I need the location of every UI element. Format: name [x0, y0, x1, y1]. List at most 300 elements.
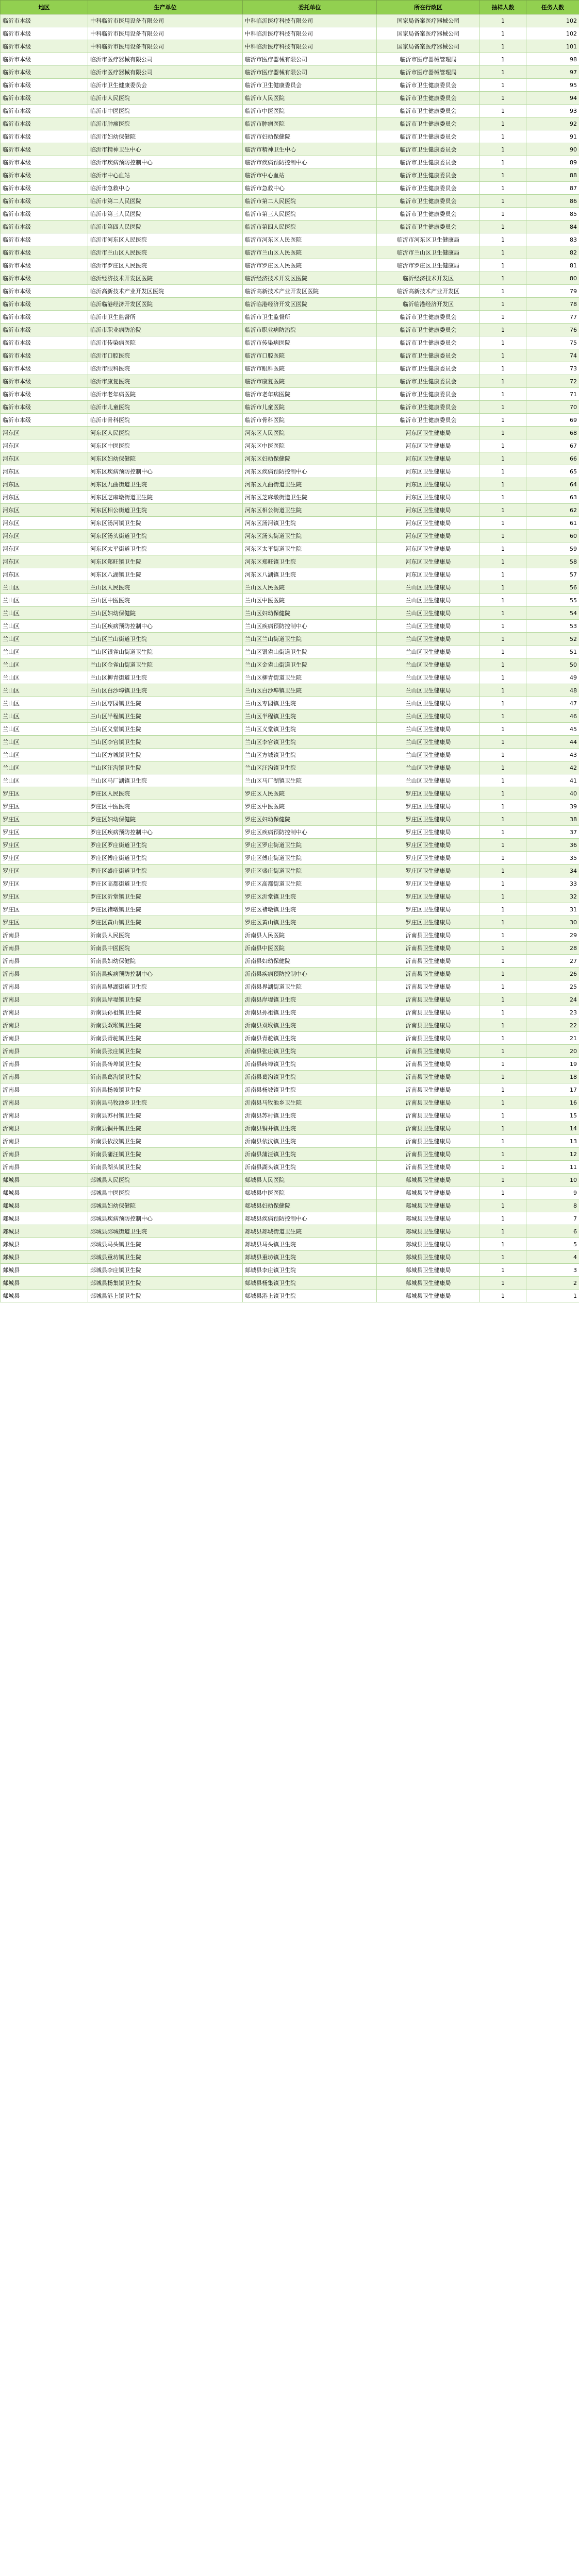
table-row — [1, 221, 579, 233]
cell-client: 兰山区汪沟镇卫生院 — [243, 761, 377, 774]
cell-sample-count: 1 — [480, 761, 526, 774]
cell-district: 兰山区卫生健康局 — [377, 697, 480, 710]
cell-producer: 罗庄区沂堂镇卫生院 — [88, 890, 243, 903]
table-row — [1, 375, 579, 388]
cell-task-count: 30 — [526, 916, 579, 929]
cell-producer: 河东区疾病预防控制中心 — [88, 465, 243, 478]
cell-client: 临沂市眼科医院 — [243, 362, 377, 375]
cell-district: 河东区卫生健康局 — [377, 427, 480, 439]
table-row — [1, 980, 579, 993]
cell-sample-count: 1 — [480, 749, 526, 761]
cell-sample-count: 1 — [480, 543, 526, 555]
table-row — [1, 439, 579, 452]
cell-producer: 河东区汤河镇卫生院 — [88, 517, 243, 530]
cell-client: 河东区疾病预防控制中心 — [243, 465, 377, 478]
cell-client: 罗庄区人民医院 — [243, 787, 377, 800]
cell-sample-count: 1 — [480, 1161, 526, 1174]
cell-sample-count: 1 — [480, 336, 526, 349]
cell-client: 临沂市卫生健康委员会 — [243, 79, 377, 92]
cell-sample-count: 1 — [480, 53, 526, 66]
cell-producer: 沂南县张庄镇卫生院 — [88, 1045, 243, 1058]
cell-task-count: 13 — [526, 1135, 579, 1148]
cell-client: 临沂市肿瘤医院 — [243, 117, 377, 130]
cell-task-count: 39 — [526, 800, 579, 813]
cell-task-count: 50 — [526, 658, 579, 671]
cell-district: 临沂市医疗器械管理局 — [377, 66, 480, 79]
cell-district: 临沂市卫生健康委员会 — [377, 208, 480, 221]
cell-client: 罗庄区黄山镇卫生院 — [243, 916, 377, 929]
table-row — [1, 646, 579, 658]
cell-producer: 临沂市精神卫生中心 — [88, 143, 243, 156]
cell-sample-count: 1 — [480, 800, 526, 813]
cell-task-count: 66 — [526, 452, 579, 465]
cell-producer: 兰山区银雀山街道卫生院 — [88, 646, 243, 658]
cell-region: 沂南县 — [1, 1032, 88, 1045]
table-row — [1, 336, 579, 349]
cell-region: 沂南县 — [1, 980, 88, 993]
cell-client: 临沂市中心血站 — [243, 169, 377, 182]
cell-sample-count: 1 — [480, 465, 526, 478]
cell-region: 临沂市本级 — [1, 117, 88, 130]
cell-region: 临沂市本级 — [1, 169, 88, 182]
cell-client: 罗庄区盛庄街道卫生院 — [243, 865, 377, 877]
cell-sample-count: 1 — [480, 530, 526, 543]
cell-client: 罗庄区傅庄街道卫生院 — [243, 852, 377, 865]
cell-district: 河东区卫生健康局 — [377, 568, 480, 581]
cell-district: 临沂市卫生健康委员会 — [377, 336, 480, 349]
cell-task-count: 98 — [526, 53, 579, 66]
cell-region: 沂南县 — [1, 955, 88, 968]
cell-district: 临沂临港经济开发区 — [377, 298, 480, 311]
cell-producer: 临沂临港经济开发区医院 — [88, 298, 243, 311]
cell-district: 兰山区卫生健康局 — [377, 646, 480, 658]
cell-task-count: 15 — [526, 1109, 579, 1122]
cell-client: 中科临沂医疗科技有限公司 — [243, 14, 377, 27]
cell-sample-count: 1 — [480, 182, 526, 195]
cell-client: 临沂市河东区人民医院 — [243, 233, 377, 246]
table-row — [1, 543, 579, 555]
cell-district: 河东区卫生健康局 — [377, 465, 480, 478]
cell-sample-count: 1 — [480, 787, 526, 800]
cell-region: 临沂市本级 — [1, 221, 88, 233]
cell-region: 罗庄区 — [1, 787, 88, 800]
cell-sample-count: 1 — [480, 40, 526, 53]
cell-region: 临沂市本级 — [1, 311, 88, 324]
cell-task-count: 79 — [526, 285, 579, 298]
cell-region: 罗庄区 — [1, 813, 88, 826]
cell-task-count: 78 — [526, 298, 579, 311]
cell-region: 河东区 — [1, 465, 88, 478]
cell-producer: 沂南县杨坡镇卫生院 — [88, 1083, 243, 1096]
cell-region: 兰山区 — [1, 620, 88, 633]
cell-district: 临沂市卫生健康委员会 — [377, 401, 480, 414]
cell-district: 临沂市罗庄区卫生健康局 — [377, 259, 480, 272]
cell-task-count: 94 — [526, 92, 579, 105]
cell-sample-count: 1 — [480, 311, 526, 324]
cell-sample-count: 1 — [480, 581, 526, 594]
cell-sample-count: 1 — [480, 233, 526, 246]
cell-region: 沂南县 — [1, 1045, 88, 1058]
table-row — [1, 92, 579, 105]
cell-task-count: 23 — [526, 1006, 579, 1019]
cell-sample-count: 1 — [480, 478, 526, 491]
cell-district: 临沂市卫生健康委员会 — [377, 79, 480, 92]
cell-task-count: 49 — [526, 671, 579, 684]
cell-district: 郯城县卫生健康局 — [377, 1264, 480, 1277]
cell-producer: 罗庄区高都街道卫生院 — [88, 877, 243, 890]
cell-client: 沂南县蒲汪镇卫生院 — [243, 1148, 377, 1161]
table-row — [1, 117, 579, 130]
cell-district: 临沂市卫生健康委员会 — [377, 414, 480, 427]
cell-district: 兰山区卫生健康局 — [377, 774, 480, 787]
table-row — [1, 903, 579, 916]
cell-producer: 临沂市第四人民医院 — [88, 221, 243, 233]
cell-sample-count: 1 — [480, 1071, 526, 1083]
cell-sample-count: 1 — [480, 1277, 526, 1290]
cell-task-count: 65 — [526, 465, 579, 478]
cell-district: 临沂市卫生健康委员会 — [377, 105, 480, 117]
cell-region: 沂南县 — [1, 1161, 88, 1174]
cell-task-count: 69 — [526, 414, 579, 427]
cell-sample-count: 1 — [480, 92, 526, 105]
cell-district: 罗庄区卫生健康局 — [377, 916, 480, 929]
cell-region: 临沂市本级 — [1, 246, 88, 259]
cell-sample-count: 1 — [480, 1096, 526, 1109]
cell-client: 沂南县疾病预防控制中心 — [243, 968, 377, 980]
table-row — [1, 130, 579, 143]
cell-client: 郯城县李庄镇卫生院 — [243, 1264, 377, 1277]
table-row — [1, 813, 579, 826]
cell-client: 临沂市儿童医院 — [243, 401, 377, 414]
cell-district: 兰山区卫生健康局 — [377, 710, 480, 723]
cell-producer: 郯城县郯城街道卫生院 — [88, 1225, 243, 1238]
cell-region: 沂南县 — [1, 1058, 88, 1071]
cell-task-count: 14 — [526, 1122, 579, 1135]
cell-producer: 临沂市肿瘤医院 — [88, 117, 243, 130]
cell-task-count: 53 — [526, 620, 579, 633]
table-row — [1, 1148, 579, 1161]
cell-sample-count: 1 — [480, 1109, 526, 1122]
cell-district: 沂南县卫生健康局 — [377, 942, 480, 955]
cell-producer: 沂南县蒲汪镇卫生院 — [88, 1148, 243, 1161]
cell-task-count: 58 — [526, 555, 579, 568]
cell-sample-count: 1 — [480, 1225, 526, 1238]
cell-client: 兰山区方城镇卫生院 — [243, 749, 377, 761]
cell-task-count: 17 — [526, 1083, 579, 1096]
cell-sample-count: 1 — [480, 452, 526, 465]
cell-producer: 郯城县马头镇卫生院 — [88, 1238, 243, 1251]
table-row — [1, 1083, 579, 1096]
cell-region: 沂南县 — [1, 993, 88, 1006]
cell-sample-count: 1 — [480, 929, 526, 942]
cell-producer: 中科临沂市医用设备有限公司 — [88, 14, 243, 27]
table-header — [1, 1, 579, 14]
cell-region: 河东区 — [1, 568, 88, 581]
cell-region: 兰山区 — [1, 658, 88, 671]
cell-client: 沂南县妇幼保健院 — [243, 955, 377, 968]
cell-sample-count: 1 — [480, 491, 526, 504]
cell-district: 沂南县卫生健康局 — [377, 1019, 480, 1032]
table-row — [1, 1290, 579, 1302]
cell-client: 临沂市医疗器械有限公司 — [243, 66, 377, 79]
cell-producer: 沂南县界湖街道卫生院 — [88, 980, 243, 993]
cell-producer: 临沂市眼科医院 — [88, 362, 243, 375]
cell-region: 沂南县 — [1, 1006, 88, 1019]
table-row — [1, 1135, 579, 1148]
cell-client: 沂南县马牧池乡卫生院 — [243, 1096, 377, 1109]
cell-district: 临沂市卫生健康委员会 — [377, 130, 480, 143]
cell-sample-count: 1 — [480, 1251, 526, 1264]
cell-task-count: 21 — [526, 1032, 579, 1045]
cell-region: 临沂市本级 — [1, 272, 88, 285]
cell-producer: 郯城县妇幼保健院 — [88, 1199, 243, 1212]
cell-district: 罗庄区卫生健康局 — [377, 890, 480, 903]
cell-producer: 罗庄区盛庄街道卫生院 — [88, 865, 243, 877]
cell-sample-count: 1 — [480, 555, 526, 568]
cell-producer: 罗庄区人民医院 — [88, 787, 243, 800]
table-row — [1, 427, 579, 439]
cell-region: 沂南县 — [1, 1135, 88, 1148]
cell-region: 兰山区 — [1, 736, 88, 749]
table-row — [1, 736, 579, 749]
cell-client: 河东区太平街道卫生院 — [243, 543, 377, 555]
cell-client: 临沂市急救中心 — [243, 182, 377, 195]
cell-region: 临沂市本级 — [1, 156, 88, 169]
table-row — [1, 40, 579, 53]
cell-task-count: 97 — [526, 66, 579, 79]
cell-producer: 兰山区白沙埠镇卫生院 — [88, 684, 243, 697]
cell-client: 郯城县疾病预防控制中心 — [243, 1212, 377, 1225]
cell-client: 中科临沂医疗科技有限公司 — [243, 27, 377, 40]
cell-producer: 临沂市口腔医院 — [88, 349, 243, 362]
cell-client: 郯城县重坊镇卫生院 — [243, 1251, 377, 1264]
cell-client: 临沂市第二人民医院 — [243, 195, 377, 208]
cell-client: 河东区芝麻墩街道卫生院 — [243, 491, 377, 504]
cell-task-count: 61 — [526, 517, 579, 530]
table-row — [1, 697, 579, 710]
cell-task-count: 8 — [526, 1199, 579, 1212]
cell-sample-count: 1 — [480, 169, 526, 182]
table-row — [1, 555, 579, 568]
table-row — [1, 1058, 579, 1071]
cell-producer: 临沂市医疗器械有限公司 — [88, 53, 243, 66]
cell-task-count: 76 — [526, 324, 579, 336]
cell-sample-count: 1 — [480, 633, 526, 646]
cell-producer: 河东区太平街道卫生院 — [88, 543, 243, 555]
cell-district: 兰山区卫生健康局 — [377, 684, 480, 697]
cell-producer: 兰山区妇幼保健院 — [88, 607, 243, 620]
table-row — [1, 620, 579, 633]
cell-district: 郯城县卫生健康局 — [377, 1212, 480, 1225]
cell-producer: 罗庄区中医医院 — [88, 800, 243, 813]
table-row — [1, 517, 579, 530]
cell-producer: 兰山区李官镇卫生院 — [88, 736, 243, 749]
cell-producer: 临沂市第二人民医院 — [88, 195, 243, 208]
cell-sample-count: 1 — [480, 259, 526, 272]
table-row — [1, 671, 579, 684]
cell-sample-count: 1 — [480, 839, 526, 852]
cell-client: 沂南县湖头镇卫生院 — [243, 1161, 377, 1174]
cell-producer: 沂南县铜井镇卫生院 — [88, 1122, 243, 1135]
cell-sample-count: 1 — [480, 1122, 526, 1135]
cell-producer: 罗庄区傅庄街道卫生院 — [88, 852, 243, 865]
table-row — [1, 955, 579, 968]
cell-task-count: 48 — [526, 684, 579, 697]
cell-client: 沂南县杨坡镇卫生院 — [243, 1083, 377, 1096]
cell-client: 中科临沂医疗科技有限公司 — [243, 40, 377, 53]
cell-client: 河东区相公街道卫生院 — [243, 504, 377, 517]
cell-sample-count: 1 — [480, 620, 526, 633]
cell-client: 临沂市骨科医院 — [243, 414, 377, 427]
cell-region: 郯城县 — [1, 1264, 88, 1277]
cell-task-count: 101 — [526, 40, 579, 53]
cell-producer: 兰山区中医医院 — [88, 594, 243, 607]
cell-region: 河东区 — [1, 427, 88, 439]
cell-district: 沂南县卫生健康局 — [377, 1032, 480, 1045]
cell-producer: 临沂市传染病医院 — [88, 336, 243, 349]
cell-sample-count: 1 — [480, 826, 526, 839]
cell-client: 郯城县郯城街道卫生院 — [243, 1225, 377, 1238]
table-row — [1, 1071, 579, 1083]
cell-producer: 罗庄区褚墩镇卫生院 — [88, 903, 243, 916]
cell-district: 沂南县卫生健康局 — [377, 955, 480, 968]
cell-client: 沂南县砖埠镇卫生院 — [243, 1058, 377, 1071]
cell-client: 罗庄区疾病预防控制中心 — [243, 826, 377, 839]
cell-region: 河东区 — [1, 452, 88, 465]
table-row — [1, 79, 579, 92]
cell-producer: 临沂市第三人民医院 — [88, 208, 243, 221]
cell-task-count: 62 — [526, 504, 579, 517]
cell-client: 临沂市第四人民医院 — [243, 221, 377, 233]
cell-task-count: 41 — [526, 774, 579, 787]
cell-task-count: 60 — [526, 530, 579, 543]
cell-district: 河东区卫生健康局 — [377, 478, 480, 491]
cell-client: 郯城县人民医院 — [243, 1174, 377, 1187]
cell-task-count: 52 — [526, 633, 579, 646]
cell-region: 郯城县 — [1, 1251, 88, 1264]
cell-sample-count: 1 — [480, 324, 526, 336]
cell-region: 罗庄区 — [1, 852, 88, 865]
cell-producer: 河东区汤头街道卫生院 — [88, 530, 243, 543]
cell-client: 河东区汤河镇卫生院 — [243, 517, 377, 530]
cell-sample-count: 1 — [480, 646, 526, 658]
cell-district: 临沂市卫生健康委员会 — [377, 388, 480, 401]
cell-region: 兰山区 — [1, 581, 88, 594]
cell-region: 罗庄区 — [1, 826, 88, 839]
table-row — [1, 749, 579, 761]
cell-region: 兰山区 — [1, 697, 88, 710]
cell-region: 河东区 — [1, 517, 88, 530]
cell-client: 沂南县中医医院 — [243, 942, 377, 955]
cell-district: 沂南县卫生健康局 — [377, 968, 480, 980]
cell-producer: 沂南县依汶镇卫生院 — [88, 1135, 243, 1148]
table-row — [1, 414, 579, 427]
cell-producer: 临沂市中心血站 — [88, 169, 243, 182]
cell-task-count: 33 — [526, 877, 579, 890]
cell-district: 临沂经济技术开发区 — [377, 272, 480, 285]
cell-client: 临沂经济技术开发区医院 — [243, 272, 377, 285]
column-header-producer: 生产单位 — [88, 1, 243, 14]
cell-sample-count: 1 — [480, 439, 526, 452]
table-row — [1, 169, 579, 182]
header-row — [1, 1, 579, 14]
cell-region: 临沂市本级 — [1, 195, 88, 208]
cell-district: 兰山区卫生健康局 — [377, 749, 480, 761]
cell-task-count: 6 — [526, 1225, 579, 1238]
cell-client: 临沂高新技术产业开发区医院 — [243, 285, 377, 298]
cell-task-count: 32 — [526, 890, 579, 903]
cell-client: 兰山区柳青街道卫生院 — [243, 671, 377, 684]
cell-producer: 河东区九曲街道卫生院 — [88, 478, 243, 491]
cell-district: 沂南县卫生健康局 — [377, 1122, 480, 1135]
cell-task-count: 51 — [526, 646, 579, 658]
cell-region: 临沂市本级 — [1, 92, 88, 105]
cell-district: 临沂市卫生健康委员会 — [377, 375, 480, 388]
cell-region: 兰山区 — [1, 723, 88, 736]
cell-client: 兰山区金雀山街道卫生院 — [243, 658, 377, 671]
cell-task-count: 64 — [526, 478, 579, 491]
cell-client: 河东区人民医院 — [243, 427, 377, 439]
cell-sample-count: 1 — [480, 1019, 526, 1032]
cell-sample-count: 1 — [480, 143, 526, 156]
cell-region: 罗庄区 — [1, 839, 88, 852]
table-row — [1, 478, 579, 491]
table-row — [1, 761, 579, 774]
table-row — [1, 1032, 579, 1045]
cell-region: 兰山区 — [1, 774, 88, 787]
cell-task-count: 91 — [526, 130, 579, 143]
table-row — [1, 1238, 579, 1251]
cell-district: 郯城县卫生健康局 — [377, 1290, 480, 1302]
cell-region: 沂南县 — [1, 1019, 88, 1032]
cell-district: 临沂市卫生健康委员会 — [377, 349, 480, 362]
cell-sample-count: 1 — [480, 375, 526, 388]
table-row — [1, 1045, 579, 1058]
cell-client: 临沂临港经济开发区医院 — [243, 298, 377, 311]
cell-task-count: 67 — [526, 439, 579, 452]
cell-region: 兰山区 — [1, 761, 88, 774]
cell-client: 临沂市罗庄区人民医院 — [243, 259, 377, 272]
cell-task-count: 11 — [526, 1161, 579, 1174]
table-row — [1, 1161, 579, 1174]
cell-region: 临沂市本级 — [1, 79, 88, 92]
cell-client: 临沂市妇幼保健院 — [243, 130, 377, 143]
cell-district: 罗庄区卫生健康局 — [377, 839, 480, 852]
table-row — [1, 53, 579, 66]
table-row — [1, 1006, 579, 1019]
cell-region: 沂南县 — [1, 929, 88, 942]
cell-region: 临沂市本级 — [1, 336, 88, 349]
cell-region: 临沂市本级 — [1, 27, 88, 40]
cell-client: 沂南县界湖街道卫生院 — [243, 980, 377, 993]
cell-client: 河东区郑旺镇卫生院 — [243, 555, 377, 568]
cell-task-count: 102 — [526, 14, 579, 27]
cell-producer: 临沂市医疗器械有限公司 — [88, 66, 243, 79]
cell-region: 郯城县 — [1, 1277, 88, 1290]
cell-region: 临沂市本级 — [1, 233, 88, 246]
cell-client: 沂南县依汶镇卫生院 — [243, 1135, 377, 1148]
cell-task-count: 36 — [526, 839, 579, 852]
cell-sample-count: 1 — [480, 607, 526, 620]
cell-producer: 罗庄区罗庄街道卫生院 — [88, 839, 243, 852]
cell-sample-count: 1 — [480, 285, 526, 298]
cell-task-count: 77 — [526, 311, 579, 324]
table-row — [1, 568, 579, 581]
cell-sample-count: 1 — [480, 1238, 526, 1251]
cell-sample-count: 1 — [480, 852, 526, 865]
table-row — [1, 272, 579, 285]
cell-district: 兰山区卫生健康局 — [377, 736, 480, 749]
